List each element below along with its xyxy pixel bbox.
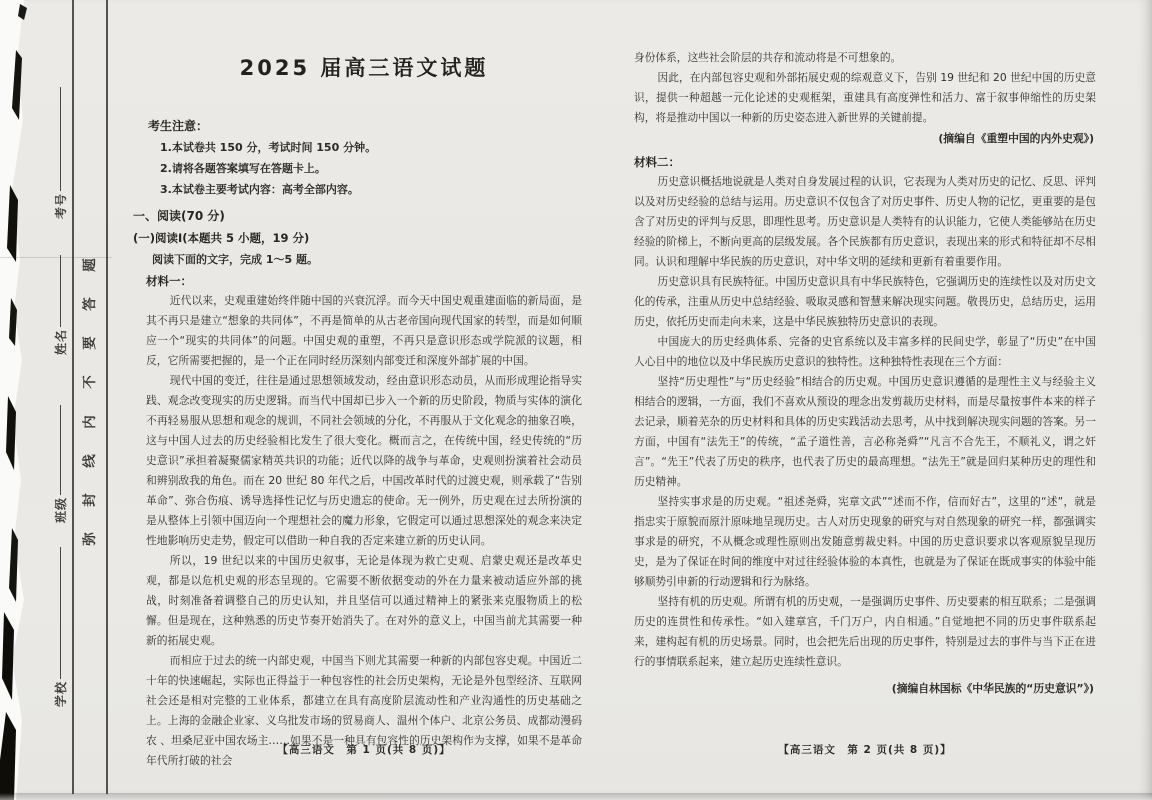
page-1-column: [133, 0, 582, 771]
school-label: 学校: [53, 680, 68, 707]
exam-number-label: 考号: [53, 192, 68, 219]
material-1-paragraph: 近代以来，史观重建始终伴随中国的兴衰沉浮。而今天中国史观重建面临的新局面，是其不再只是建立“想象的共同体”，不再是简单的从古老帝国向现代国家的转型，而是如何顺应一个“现实的共同体”的问题。中国史观的重塑，不再只是意识形态或学院派的议题，相反，它所需要把握的，是一个正在同时经历深刻内部变迁和深度外部扩展的中国。: [146, 294, 582, 367]
material-2-paragraph: 中国庞大的历史经典体系、完备的史官系统以及丰富多样的民间史学，彰显了“历史”在中国人心目中的地位以及中华民族历史意识的独特性。这种独特性表现在三个方面：: [634, 335, 1096, 368]
seal-char: 线: [82, 453, 98, 468]
exam-number-field: [50, 87, 70, 219]
material-1-label: 材料一：: [146, 274, 192, 288]
notice-title: 考生注意：: [148, 119, 209, 133]
seal-char: 内: [82, 414, 98, 429]
material-2-attribution: (摘编自林国标《中华民族的“历史意识”》): [891, 682, 1094, 695]
name-field: [50, 255, 70, 355]
material-1-paragraph: 因此，在内部包容史观和外部拓展史观的综观意义下，告别 19 世纪和 20 世纪中国的历史意识，提供一种超越一元化论述的史观框架，重建具有高度弹性和活力、富于叙事伸缩性的历史架构，将是推动中国以一种新的历史姿态进入新世界的关键前提。: [634, 71, 1096, 124]
seal-line-outer: [106, 0, 108, 794]
page-2-column: [634, 0, 1096, 700]
school-field: [50, 547, 70, 707]
material-2-paragraph: 坚持有机的历史观。所谓有机的历史观，一是强调历史事件、历史要素的相互联系；二是强调历史的连贯性和传承性。“如入建章宫，千门万户，内自相通。”自觉地把不同的历史事件联系起来，建构起有机的历史场景。同时，也会把先后出现的历史事件，特别是过去的事件与当下正在进行的事情联系起来，建立起历史连续性意识。: [634, 595, 1096, 668]
material-1-attribution: (摘编自《重塑中国的内外史观》): [938, 132, 1094, 145]
material-2-label: 材料二：: [634, 155, 680, 169]
material-2-paragraph: 坚持实事求是的历史观。“祖述尧舜，宪章文武”“述而不作，信而好古”，这里的“述”，就是指忠实于原貌而原汁原味地呈现历史。古人对历史现象的研究与对自然现象的研究一样，都强调实事求是的研究，不从概念或理性原则出发随意剪裁史料。中国的历史意识要求以客观原貌呈现历史，是为了保证在时间的维度中对过往经验体验的本真性，也就是为了保证在既成事实的体验中能够顺势引申新的行动逻辑和行为脉络。: [634, 495, 1096, 588]
torn-paper-edge: [0, 0, 34, 800]
class-blank-line: [59, 405, 61, 495]
page-title: 2025 届高三语文试题: [239, 56, 489, 80]
notice-item: 1.本试卷共 150 分，考试时间 150 分钟。: [160, 141, 377, 154]
material-1-continuation: 身份体系，这些社会阶层的共存和流动将是不可想象的。: [634, 51, 902, 64]
material-2-paragraph: 历史意识概括地说就是人类对自身发展过程的认识，它表现为人类对历史的记忆、反思、评判以及对历史经验的总结与运用。历史意识不仅包含了对历史事件、历史人物的记忆，更重要的是包含了对历史的评判与反思，即理性思考。历史意识是人类特有的认识能力，它使人类能够站在历史经验的阶梯上，不断向更高的层级发展。各个民族都有历史意识，表现出来的形式和特征却不尽相同。认识和理解中华民族的历史意识，对中华文明的延续和更新有着重要作用。: [634, 175, 1096, 268]
class-label: 班级: [53, 496, 68, 523]
notice-item: 3.本试卷主要考试内容：高考全部内容。: [160, 183, 359, 196]
seal-line-inner: [72, 0, 74, 794]
seal-char: 答: [82, 297, 98, 311]
material-1-paragraph: 而相应于过去的统一内部史观，中国当下则尤其需要一种新的内部包容史观。中国近二十年的快速崛起，实际也正得益于一种包容性的社会历史架构，无论是外包型经济、互联网社会还是相对完整的工业体系，都建立在具有高度阶层流动性和产业沟通性的历史基础之上。上海的金融企业家、义乌批发市场的贸易商人、温州个体户、北京公务员、成都动漫码农 、坦桑尼亚中国农场主……如果不是一种具有包容性的历史架构作为支撑，如果不是革命年代所打破的社会: [146, 654, 582, 767]
page-2-footer: 【高三语文 第 2 页(共 8 页)】: [778, 744, 952, 756]
material-1-paragraph: 所以，19 世纪以来的中国历史叙事，无论是体现为救亡史观、启蒙史观还是改革史观，都是以危机史观的形态呈现的。它需要不断依据变动的外在力量来被动适应外部的挑战，时刻准备着调整自己的历史认知，并且坚信可以通过精神上的紧张来克服物质上的松懈。但是现在，这种熟悉的历史节奏开始消失了。在对外的意义上，中国当前尤其需要一种新的拓展史观。: [146, 554, 582, 647]
paper-bottom-edge: [0, 793, 1152, 800]
class-field: [50, 405, 70, 523]
seal-warning-text: [76, 256, 104, 548]
seal-char: 题: [82, 258, 98, 272]
reading-instruction: 阅读下面的文字，完成 1～5 题。: [152, 253, 318, 266]
school-blank-line: [59, 547, 61, 679]
exam-number-blank-line: [59, 87, 61, 191]
page-1-footer: 【高三语文 第 1 页(共 8 页)】: [277, 744, 451, 756]
seal-char: 要: [82, 336, 98, 351]
notice-item: 2.请将各题答案填写在答题卡上。: [160, 162, 326, 175]
name-blank-line: [59, 255, 61, 327]
subsection-heading-reading-1: (一)阅读Ⅰ(本题共 5 小题，19 分): [133, 231, 310, 245]
material-1-paragraph: 现代中国的变迁，往往是通过思想领域发动，经由意识形态动员，从而形成理论指导实践、观念改变现实的历史逻辑。而当代中国却已步入一个新的历史阶段，物质与实体的演化不再轻易服从思想和观念的规训，不同社会领域的分化，不再服从于文化观念的抽象召唤，这与中国人过去的历史经验相比发生了很大变化。概而言之，在传统中国，经史传统的“历史意识”承担着凝聚儒家精英共识的功能；近代以降的战争与革命，史观则扮演着社会动员和辨别敌我的角色。而在 20 世纪 80 年代之后，中国改革时代的过渡史观，则承载了“告别革命”、弥合伤痕、诱导选择性记忆与历史遗忘的使命。无一例外，历史观在过去所扮演的是从整体上引领中国迈向一个理想社会的魔力形象，它假定可以通过思想深处的观念来决定性地影响历史走势，假定可以借助一种自我的否定来建立新的历史认同。: [146, 374, 582, 547]
name-label: 姓名: [53, 328, 68, 355]
seal-char: 不: [82, 375, 98, 390]
seal-char: 弥: [82, 532, 98, 546]
material-2-paragraph: 坚持“历史理性”与“历史经验”相结合的历史观。中国历史意识遵循的是理性主义与经验主义相结合的逻辑，一方面，我们不喜欢从预设的理念出发剪裁历史材料，而是尽量按事件本来的样子去记录，顺着芜杂的历史材料和具体的历史实践活动去思考，从中找到解决现实问题的答案。另一方面，中国有“法先王”的传统，“孟子道性善，言必称尧舜”“凡言不合先王，不顺礼义，谓之奸言”。“先王”代表了历史的秩序，也代表了历史的最高理想。“法先王”就是回归某种历史的理性和历史精神。: [634, 375, 1096, 488]
material-2-paragraph: 历史意识具有民族特征。中国历史意识具有中华民族特色，它强调历史的连续性以及对历史文化的传承，注重从历史中总结经验、吸取灵感和智慧来解决现实问题。敬畏历史，总结历史，运用历史，依托历史而走向未来，这是中华民族独特历史意识的表现。: [634, 275, 1096, 328]
section-heading-reading: 一、阅读(70 分): [133, 209, 225, 223]
seal-char: 封: [82, 493, 98, 507]
